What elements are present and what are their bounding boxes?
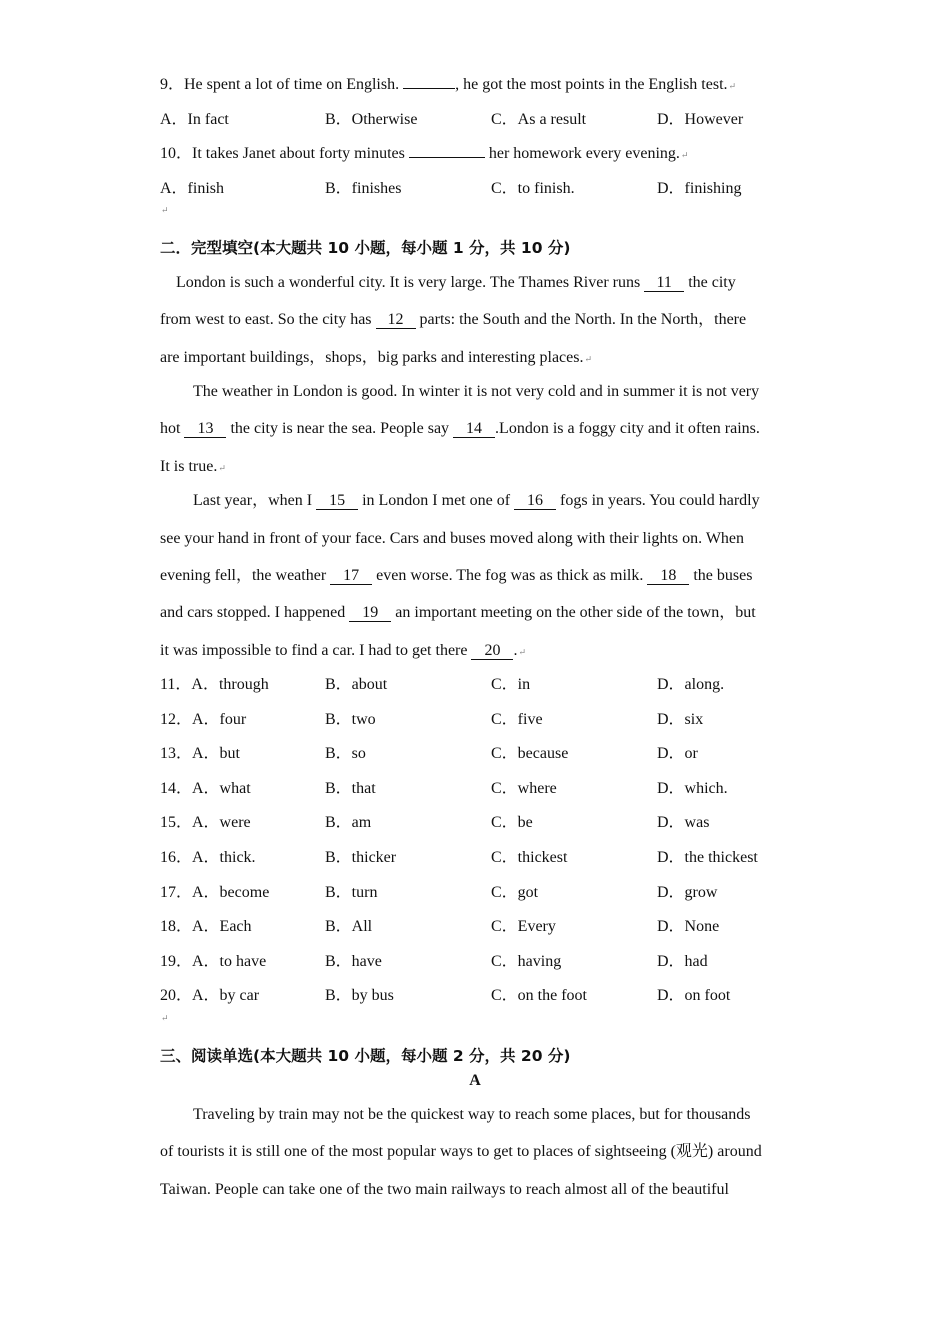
- q14-option-d: D．which.: [657, 780, 728, 797]
- q9-option-b: B．Otherwise: [325, 111, 418, 128]
- q16-option-c: C．thickest: [491, 849, 568, 866]
- section-3-heading: 三、阅读单选(本大题共 10 小题，每小题 2 分，共 20 分): [160, 1047, 571, 1065]
- q19-option-b: B．have: [325, 953, 382, 970]
- question-9-stem: 9．He spent a lot of time on English. , he got the most points in the English test.↵: [160, 76, 737, 93]
- q14-option-a: 14．A．what: [160, 780, 251, 797]
- q18-option-c: C．Every: [491, 918, 556, 935]
- q10-option-a: A．finish: [160, 180, 225, 197]
- blank-17: 17: [330, 568, 372, 585]
- q13-option-c: C．because: [491, 745, 569, 762]
- q14-option-c: C．where: [491, 780, 557, 797]
- q14-option-b: B．that: [325, 780, 376, 797]
- q16-option-d: D．the thickest: [657, 849, 758, 866]
- blank-18: 18: [647, 568, 689, 585]
- passage-label: A: [469, 1072, 481, 1089]
- answer-blank: [403, 88, 455, 89]
- q19-option-a: 19．A．to have: [160, 953, 267, 970]
- q11-option-c: C．in: [491, 676, 531, 693]
- q19-option-d: D．had: [657, 953, 708, 970]
- q15-option-d: D．was: [657, 814, 710, 831]
- q19-option-c: C．having: [491, 953, 562, 970]
- blank-16: 16: [514, 493, 556, 510]
- paragraph-mark-icon: ↵: [680, 150, 689, 160]
- q16-option-b: B．thicker: [325, 849, 397, 866]
- q12-option-c: C．five: [491, 711, 543, 728]
- blank-15: 15: [316, 493, 358, 510]
- blank-19: 19: [349, 605, 391, 622]
- passage-line: London is such a wonderful city. It is very large. The Thames River runs 11 the city: [176, 274, 736, 291]
- q10-option-b: B．finishes: [325, 180, 402, 197]
- q17-option-b: B．turn: [325, 884, 378, 901]
- paragraph-mark-icon: ↵: [161, 205, 169, 215]
- q20-option-d: D．on foot: [657, 987, 731, 1004]
- q20-option-c: C．on the foot: [491, 987, 587, 1004]
- paragraph-mark-icon: ↵: [584, 354, 593, 364]
- q15-option-c: C．be: [491, 814, 533, 831]
- question-10-stem: 10．It takes Janet about forty minutes her homework every evening.↵: [160, 145, 689, 162]
- passage-line: see your hand in front of your face. Cars and buses moved along with their lights on. When: [160, 530, 745, 547]
- q18-option-b: B．All: [325, 918, 373, 935]
- q18-option-a: 18．A．Each: [160, 918, 252, 935]
- q12-option-a: 12．A．four: [160, 711, 247, 728]
- q11-option-d: D．along.: [657, 676, 725, 693]
- q10-option-d: D．finishing: [657, 180, 742, 197]
- passage-line: Taiwan. People can take one of the two main railways to reach almost all of the beautiful: [160, 1181, 729, 1198]
- q11-option-b: B．about: [325, 676, 388, 693]
- q20-option-a: 20．A．by car: [160, 987, 260, 1004]
- q16-option-a: 16．A．thick.: [160, 849, 256, 866]
- passage-line: It is true.↵: [160, 458, 226, 475]
- paragraph-mark-icon: ↵: [218, 463, 226, 473]
- passage-line: Traveling by train may not be the quickest way to reach some places, but for thousands: [193, 1106, 751, 1123]
- passage-line: from west to east. So the city has 12 parts: the South and the North. In the North，there: [160, 311, 747, 328]
- blank-12: 12: [376, 312, 416, 329]
- q13-option-a: 13．A．but: [160, 745, 241, 762]
- passage-line: and cars stopped. I happened 19 an important meeting on the other side of the town，but: [160, 604, 756, 621]
- blank-13: 13: [184, 421, 226, 438]
- paragraph-mark-icon: ↵: [161, 1013, 169, 1023]
- paragraph-mark-icon: ↵: [728, 81, 737, 91]
- q17-option-d: D．grow: [657, 884, 718, 901]
- q15-option-a: 15．A．were: [160, 814, 251, 831]
- blank-14: 14: [453, 421, 495, 438]
- answer-blank: [409, 157, 485, 158]
- q11-option-a: 11．A．through: [160, 676, 269, 693]
- q9-option-d: D．However: [657, 111, 744, 128]
- section-2-heading: 二．完型填空(本大题共 10 小题，每小题 1 分，共 10 分): [160, 239, 571, 257]
- paragraph-mark-icon: ↵: [518, 647, 527, 657]
- q10-option-c: C．to finish.: [491, 180, 575, 197]
- passage-line: of tourists it is still one of the most popular ways to get to places of sightseeing (观光) around: [160, 1143, 762, 1160]
- q15-option-b: B．am: [325, 814, 372, 831]
- q20-option-b: B．by bus: [325, 987, 394, 1004]
- q9-option-c: C．As a result: [491, 111, 587, 128]
- passage-line: are important buildings，shops，big parks and interesting places.↵: [160, 349, 593, 366]
- q17-option-c: C．got: [491, 884, 539, 901]
- q9-option-a: A．In fact: [160, 111, 229, 128]
- passage-line: evening fell，the weather 17 even worse. The fog was as thick as milk. 18 the buses: [160, 567, 753, 584]
- q18-option-d: D．None: [657, 918, 720, 935]
- passage-line: hot 13 the city is near the sea. People say 14 .London is a foggy city and it often rains.: [160, 420, 760, 437]
- blank-11: 11: [644, 275, 684, 292]
- blank-20: 20: [471, 643, 513, 660]
- q12-option-b: B．two: [325, 711, 376, 728]
- q17-option-a: 17．A．become: [160, 884, 270, 901]
- q13-option-d: D．or: [657, 745, 698, 762]
- passage-line: it was impossible to find a car. I had to get there 20 .↵: [160, 642, 527, 659]
- passage-line: The weather in London is good. In winter it is not very cold and in summer it is not very: [193, 383, 760, 400]
- q12-option-d: D．six: [657, 711, 704, 728]
- passage-line: Last year，when I 15 in London I met one of 16 fogs in years. You could hardly: [193, 492, 760, 509]
- q13-option-b: B．so: [325, 745, 366, 762]
